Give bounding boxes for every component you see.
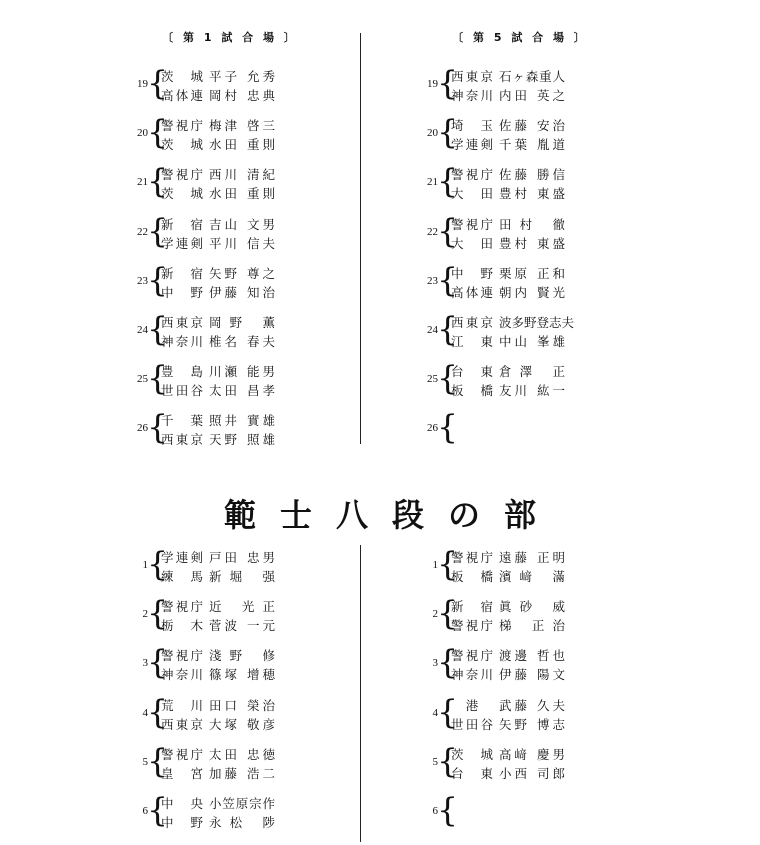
player-club: 江 東 bbox=[451, 334, 493, 349]
match-number: 4 bbox=[142, 706, 148, 719]
player-club: 板 橋 bbox=[451, 569, 493, 584]
bracket-brace-icon: { bbox=[437, 593, 458, 633]
player-name: 友川 紘一 bbox=[499, 383, 565, 399]
player-name: 永松 陟 bbox=[209, 815, 275, 830]
court-title-left: 〔 第 1 試 合 場 〕 bbox=[162, 31, 298, 44]
player-club: 千 葉 bbox=[161, 413, 203, 429]
match-entry bbox=[423, 259, 573, 304]
player-club: 皇 宮 bbox=[161, 765, 203, 781]
bracket-brace-icon: { bbox=[437, 161, 458, 201]
match-entry bbox=[133, 593, 283, 637]
column-divider-top bbox=[360, 33, 361, 444]
player-name: 川瀬 能男 bbox=[209, 364, 275, 380]
player-club: 新 宿 bbox=[161, 216, 203, 232]
match-entry bbox=[133, 259, 283, 304]
match-number: 20 bbox=[137, 127, 148, 140]
match-entry bbox=[423, 309, 575, 353]
bracket-brace-icon: { bbox=[437, 691, 458, 731]
player-club: 学連剣 bbox=[161, 550, 203, 565]
player-name: 武藤 久夫 bbox=[499, 697, 565, 713]
player-name: 岡村 忠典 bbox=[209, 88, 275, 103]
player-name: 加藤 浩二 bbox=[209, 765, 275, 781]
bracket-brace-icon: { bbox=[147, 358, 168, 398]
player-club: 西東京 bbox=[161, 716, 203, 732]
player-name: 大塚 敬彦 bbox=[209, 716, 275, 732]
match-entry bbox=[133, 790, 283, 834]
player-name: 中山 峯雄 bbox=[499, 334, 565, 349]
player-club: 大 田 bbox=[451, 186, 493, 202]
player-name: 眞砂 威 bbox=[499, 599, 565, 615]
player-name: 吉山 文男 bbox=[209, 216, 275, 232]
match-entry bbox=[133, 112, 283, 156]
match-entry bbox=[423, 358, 573, 402]
player-name: 千葉 胤道 bbox=[499, 137, 565, 153]
match-number: 20 bbox=[427, 127, 438, 140]
player-club: 西東京 bbox=[451, 69, 493, 84]
bracket-brace-icon: { bbox=[437, 210, 458, 250]
bracket-brace-icon: { bbox=[437, 642, 458, 682]
match-number: 19 bbox=[137, 78, 148, 90]
match-number: 25 bbox=[137, 373, 148, 386]
match-number: 25 bbox=[427, 373, 438, 386]
player-name: 淺野 修 bbox=[209, 648, 275, 664]
match-number: 24 bbox=[427, 324, 438, 336]
player-club: 警視庁 bbox=[451, 167, 493, 183]
player-name: 菅波 一元 bbox=[209, 618, 275, 634]
player-name: 平子 允秀 bbox=[209, 69, 275, 84]
player-name: 内田 英之 bbox=[499, 88, 565, 103]
player-name: 伊藤 陽文 bbox=[499, 667, 565, 683]
bracket-brace-icon: { bbox=[147, 210, 168, 250]
player-club: 中 野 bbox=[161, 284, 203, 300]
player-name: 水田 重則 bbox=[209, 186, 275, 202]
player-club: 警視庁 bbox=[451, 618, 493, 634]
player-club: 茨 城 bbox=[161, 69, 203, 84]
bracket-brace-icon: { bbox=[147, 63, 168, 102]
match-number: 2 bbox=[432, 608, 438, 621]
player-name: 波多野登志夫 bbox=[499, 315, 575, 330]
player-club: 茨 城 bbox=[451, 746, 493, 762]
player-name: 高﨑 慶男 bbox=[499, 746, 565, 762]
match-entry bbox=[423, 691, 573, 736]
player-name: 近 光正 bbox=[209, 599, 275, 615]
match-entry bbox=[133, 407, 283, 451]
player-club: 新 宿 bbox=[451, 599, 493, 615]
player-name: 戸田 忠男 bbox=[209, 550, 275, 565]
player-name: 遠藤 正明 bbox=[499, 550, 565, 565]
match-number: 6 bbox=[142, 805, 148, 817]
match-number: 19 bbox=[427, 78, 438, 90]
bracket-brace-icon: { bbox=[147, 790, 168, 829]
match-entry bbox=[423, 407, 573, 451]
bracket-brace-icon: { bbox=[147, 740, 168, 780]
player-club: 警視庁 bbox=[451, 216, 493, 232]
player-club: 栃 木 bbox=[161, 618, 203, 634]
player-club: 警視庁 bbox=[161, 167, 203, 183]
player-name: 倉澤 正 bbox=[499, 364, 565, 380]
match-entry bbox=[133, 544, 283, 588]
player-club: 警視庁 bbox=[161, 648, 203, 664]
bracket-brace-icon: { bbox=[437, 790, 458, 829]
player-club: 台 東 bbox=[451, 765, 493, 781]
player-club: 大 田 bbox=[451, 235, 493, 251]
player-name: 岡野 薫 bbox=[209, 315, 275, 330]
bracket-brace-icon: { bbox=[147, 161, 168, 201]
player-club: 西東京 bbox=[161, 315, 203, 330]
player-club: 練 馬 bbox=[161, 569, 203, 584]
match-number: 21 bbox=[427, 176, 438, 189]
player-club: 埼 玉 bbox=[451, 118, 493, 134]
player-name: 水田 重則 bbox=[209, 137, 275, 153]
bracket-brace-icon: { bbox=[147, 544, 168, 583]
court-title-right: 〔 第 5 試 合 場 〕 bbox=[452, 31, 588, 44]
player-name: 矢野 尊之 bbox=[209, 265, 275, 281]
bracket-brace-icon: { bbox=[147, 309, 168, 348]
match-entry bbox=[133, 210, 283, 255]
player-name: 太田 昌孝 bbox=[209, 383, 275, 399]
player-name: 新堀 强 bbox=[209, 569, 275, 584]
bracket-brace-icon: { bbox=[437, 544, 458, 583]
match-number: 6 bbox=[432, 805, 438, 817]
match-number: 26 bbox=[427, 422, 438, 435]
match-number: 23 bbox=[427, 274, 438, 287]
match-number: 26 bbox=[137, 422, 148, 435]
bracket-brace-icon: { bbox=[147, 259, 168, 299]
match-number: 21 bbox=[137, 176, 148, 189]
player-club: 警視庁 bbox=[451, 648, 493, 664]
match-number: 22 bbox=[137, 225, 148, 238]
player-club: 荒 川 bbox=[161, 697, 203, 713]
player-club: 学連剣 bbox=[161, 235, 203, 251]
player-club: 新 宿 bbox=[161, 265, 203, 281]
bracket-brace-icon: { bbox=[147, 593, 168, 633]
bracket-brace-icon: { bbox=[437, 309, 458, 348]
player-name: 渡邊 哲也 bbox=[499, 648, 565, 664]
player-club: 台 東 bbox=[451, 364, 493, 380]
player-club: 神奈川 bbox=[451, 88, 493, 103]
match-entry bbox=[423, 544, 573, 588]
match-entry bbox=[423, 642, 573, 686]
player-name: 梅津 啓三 bbox=[209, 118, 275, 134]
bracket-brace-icon: { bbox=[147, 642, 168, 682]
match-number: 3 bbox=[432, 657, 438, 670]
player-club: 警視庁 bbox=[161, 746, 203, 762]
match-number: 23 bbox=[137, 274, 148, 287]
match-number: 5 bbox=[142, 755, 148, 768]
match-number: 5 bbox=[432, 755, 438, 768]
match-entry bbox=[423, 63, 573, 107]
player-club: 中 野 bbox=[161, 815, 203, 830]
match-entry bbox=[423, 593, 573, 637]
match-number: 22 bbox=[427, 225, 438, 238]
player-name: 田口 榮治 bbox=[209, 697, 275, 713]
player-club: 茨 城 bbox=[161, 137, 203, 153]
column-divider-bottom bbox=[360, 545, 361, 842]
player-name: 天野 照雄 bbox=[209, 432, 275, 448]
match-entry bbox=[133, 642, 283, 686]
match-number: 24 bbox=[137, 324, 148, 336]
match-entry bbox=[423, 210, 573, 255]
bracket-brace-icon: { bbox=[147, 691, 168, 731]
match-number: 4 bbox=[432, 706, 438, 719]
player-name: 田村 徹 bbox=[499, 216, 565, 232]
player-club: 神奈川 bbox=[451, 667, 493, 683]
player-name: 照井 實雄 bbox=[209, 413, 275, 429]
match-entry bbox=[423, 790, 573, 834]
match-number: 1 bbox=[432, 559, 438, 571]
player-name: 佐藤 安治 bbox=[499, 118, 565, 134]
player-name: 椎名 春夫 bbox=[209, 334, 275, 349]
player-name: 小西 司郎 bbox=[499, 765, 565, 781]
bracket-brace-icon: { bbox=[437, 259, 458, 299]
section-title: 範士八段の部 bbox=[223, 496, 560, 534]
player-club: 世田谷 bbox=[161, 383, 203, 399]
player-name: 栗原 正和 bbox=[499, 265, 565, 281]
player-club: 中 野 bbox=[451, 265, 493, 281]
bracket-brace-icon: { bbox=[437, 740, 458, 780]
match-entry bbox=[133, 161, 283, 205]
match-entry bbox=[133, 309, 283, 353]
player-club: 警視庁 bbox=[161, 599, 203, 615]
player-name: 佐藤 勝信 bbox=[499, 167, 565, 183]
bracket-brace-icon: { bbox=[437, 112, 458, 152]
match-entry bbox=[423, 740, 573, 785]
player-club: 西東京 bbox=[451, 315, 493, 330]
player-club: 茨 城 bbox=[161, 186, 203, 202]
player-name: 濱﨑 滿 bbox=[499, 569, 565, 584]
player-club: 神奈川 bbox=[161, 667, 203, 683]
player-club: 豊 島 bbox=[161, 364, 203, 380]
player-club: 警視庁 bbox=[451, 550, 493, 565]
bracket-brace-icon: { bbox=[147, 112, 168, 152]
match-entry bbox=[133, 358, 283, 402]
player-name: 西川 清紀 bbox=[209, 167, 275, 183]
match-entry bbox=[133, 740, 283, 785]
player-name: 伊藤 知治 bbox=[209, 284, 275, 300]
player-name: 矢野 博志 bbox=[499, 716, 565, 732]
player-name: 石ヶ森重人 bbox=[499, 69, 565, 84]
player-club: 港 bbox=[465, 697, 479, 713]
match-entry bbox=[133, 691, 283, 736]
match-number: 3 bbox=[142, 657, 148, 670]
player-club: 高体連 bbox=[451, 284, 493, 300]
bracket-brace-icon: { bbox=[147, 407, 168, 447]
player-club: 神奈川 bbox=[161, 334, 203, 349]
match-entry bbox=[423, 161, 573, 205]
player-name: 梯 正治 bbox=[499, 618, 565, 634]
player-name: 豊村 東盛 bbox=[499, 235, 565, 251]
match-number: 1 bbox=[142, 559, 148, 571]
match-entry bbox=[133, 63, 283, 107]
player-name: 小笠原宗作 bbox=[209, 796, 275, 811]
bracket-brace-icon: { bbox=[437, 358, 458, 398]
player-name: 太田 忠徳 bbox=[209, 746, 275, 762]
player-name: 篠塚 增穂 bbox=[209, 667, 275, 683]
match-entry bbox=[423, 112, 573, 156]
bracket-brace-icon: { bbox=[437, 407, 458, 447]
match-number: 2 bbox=[142, 608, 148, 621]
player-club: 中 央 bbox=[161, 796, 203, 811]
player-club: 警視庁 bbox=[161, 118, 203, 134]
player-club: 板 橋 bbox=[451, 383, 493, 399]
player-name: 豊村 東盛 bbox=[499, 186, 565, 202]
player-club: 学連剣 bbox=[451, 137, 493, 153]
player-club: 高体連 bbox=[161, 88, 203, 103]
bracket-brace-icon: { bbox=[437, 63, 458, 102]
player-name: 朝内 賢光 bbox=[499, 284, 565, 300]
player-club: 西東京 bbox=[161, 432, 203, 448]
player-club: 世田谷 bbox=[451, 716, 493, 732]
player-name: 平川 信夫 bbox=[209, 235, 275, 251]
